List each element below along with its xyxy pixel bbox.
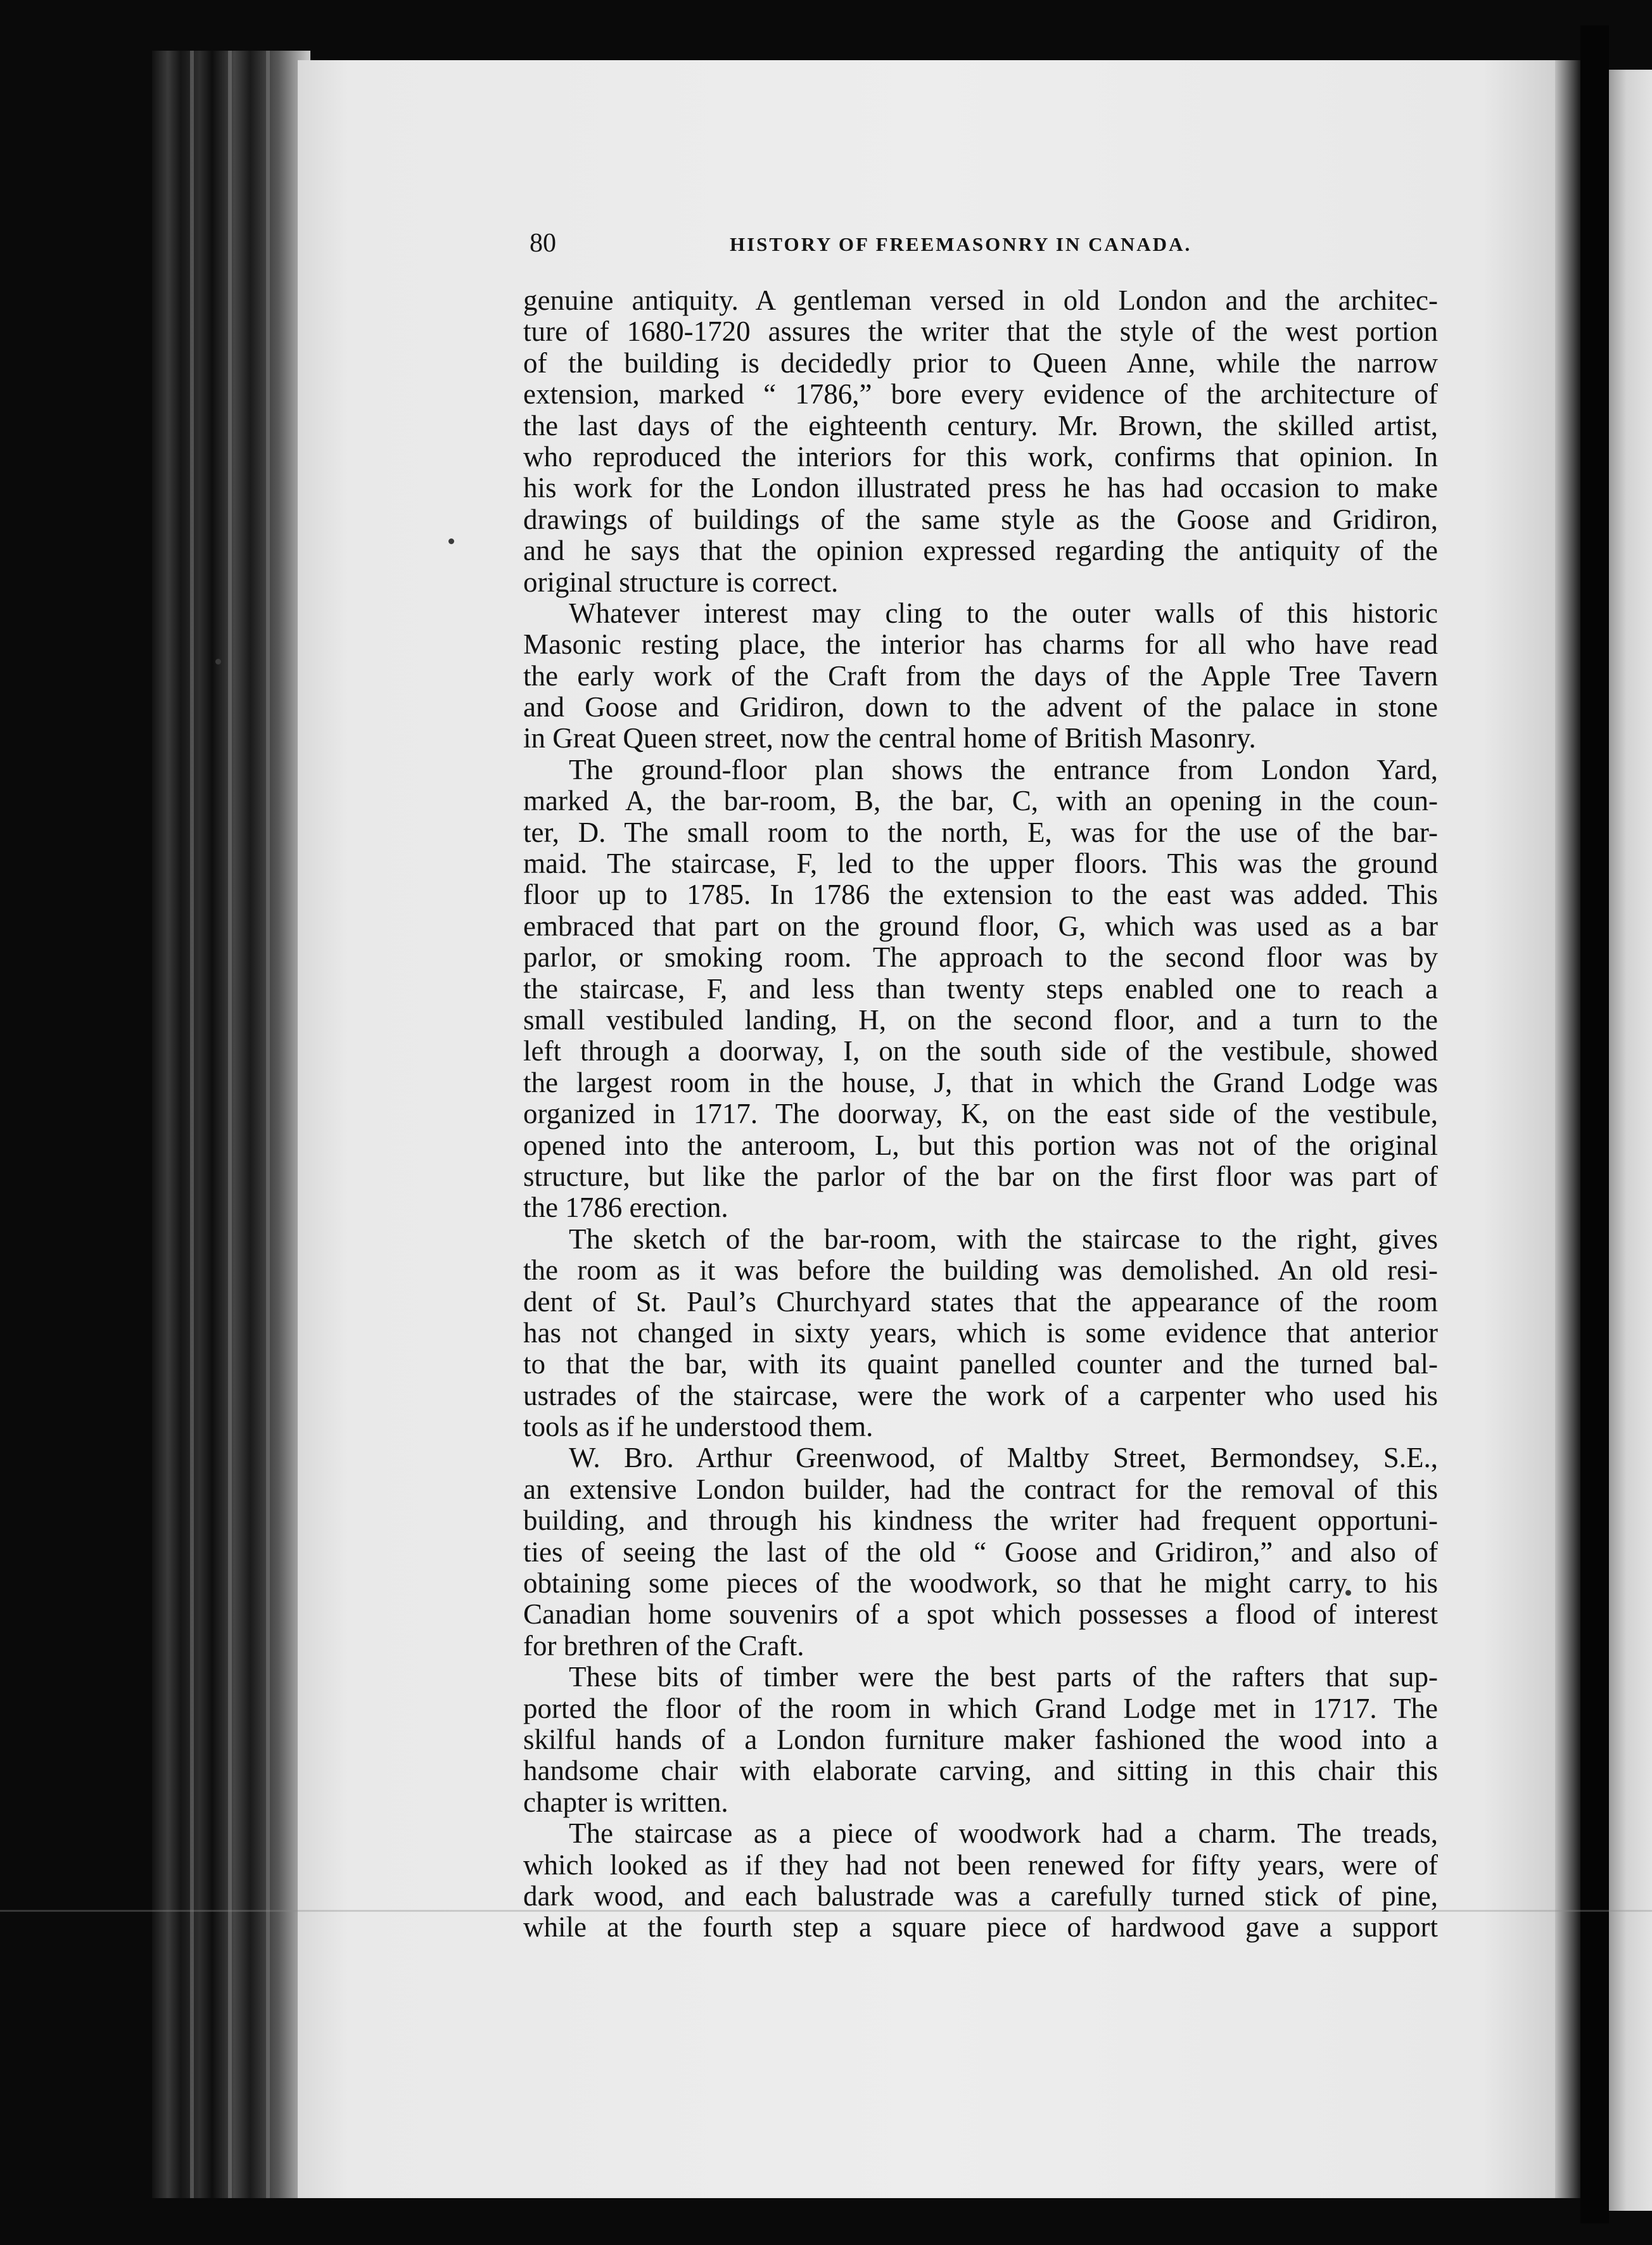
page-gutter-shadow	[1555, 60, 1580, 2198]
text-line: genuine antiquity. A gentleman versed in old London and the architec-	[523, 284, 1438, 316]
text-line: drawings of buildings of the same style as the Goose and Gridiron,	[523, 503, 1438, 535]
text-line: The ground-floor plan shows the entrance from London Yard,	[569, 753, 1438, 785]
text-line: maid. The staircase, F, led to the upper floors. This was the ground	[523, 848, 1438, 880]
text-line: Masonic resting place, the interior has charms for all who have read	[523, 628, 1438, 661]
text-line: while at the fourth step a square piece of hardwood gave a support	[523, 1911, 1438, 1943]
text-line: ties of seeing the last of the old “ Goose and Gridiron,” and also of	[523, 1536, 1438, 1568]
text-line: The sketch of the bar-room, with the staircase to the right, gives	[569, 1223, 1438, 1255]
spine-stripe	[190, 51, 194, 2198]
text-line: skilful hands of a London furniture maker fashioned the wood into a	[523, 1723, 1438, 1755]
text-line: ter, D. The small room to the north, E, was for the use of the bar-	[523, 816, 1438, 848]
text-line: ture of 1680-1720 assures the writer that the style of the west portion	[523, 315, 1438, 348]
text-line: tools as if he understood them.	[523, 1411, 874, 1443]
dust-speck	[215, 659, 221, 665]
text-line: Whatever interest may cling to the outer walls of this historic	[569, 597, 1438, 629]
text-line: extension, marked “ 1786,” bore every evidence of the architecture of	[523, 378, 1438, 410]
text-line: who reproduced the interiors for this work, confirms that opinion. In	[523, 440, 1438, 473]
text-line: the 1786 erection.	[523, 1192, 728, 1224]
text-line: ustrades of the staircase, were the work of a carpenter who used his	[523, 1379, 1438, 1411]
body-text	[523, 285, 1438, 1943]
spine-stripe	[228, 51, 232, 2198]
text-line: left through a doorway, I, on the south side of the vestibule, showed	[523, 1035, 1438, 1067]
text-line: embraced that part on the ground floor, G, which was used as a bar	[523, 910, 1438, 942]
text-line: and he says that the opinion expressed regarding the antiquity of the	[523, 535, 1438, 567]
text-line: These bits of timber were the best parts of the rafters that sup-	[569, 1661, 1438, 1693]
text-line: structure, but like the parlor of the bar on the first floor was part of	[523, 1160, 1438, 1192]
text-line: his work for the London illustrated press he has had occasion to make	[523, 472, 1438, 504]
text-line: an extensive London builder, had the contract for the removal of this	[523, 1473, 1438, 1505]
text-line: floor up to 1785. In 1786 the extension to the east was added. This	[523, 879, 1438, 911]
dust-speck	[448, 538, 454, 544]
text-line: the last days of the eighteenth century. Mr. Brown, the skilled artist,	[523, 409, 1438, 442]
text-line: The staircase as a piece of woodwork had a charm. The treads,	[569, 1817, 1438, 1850]
text-line: organized in 1717. The doorway, K, on the east side of the vestibule,	[523, 1098, 1438, 1130]
text-line: which looked as if they had not been renewed for fifty years, were of	[523, 1848, 1438, 1881]
text-line: has not changed in sixty years, which is some evidence that anterior	[523, 1316, 1438, 1349]
page-header	[530, 228, 1267, 266]
text-line: the room as it was before the building was demolished. An old resi-	[523, 1254, 1438, 1287]
text-line: the largest room in the house, J, that in which the Grand Lodge was	[523, 1066, 1438, 1098]
page-gap	[1580, 25, 1609, 2223]
text-line: original structure is correct.	[523, 566, 839, 598]
text-line: and Goose and Gridiron, down to the advent of the palace in stone	[523, 691, 1438, 723]
text-line: parlor, or smoking room. The approach to the second floor was by	[523, 941, 1438, 974]
text-line: in Great Queen street, now the central home of British Masonry.	[523, 722, 1256, 754]
text-line: ported the floor of the room in which Grand Lodge met in 1717. The	[523, 1692, 1438, 1724]
text-line: opened into the anteroom, L, but this portion was not of the original	[523, 1129, 1438, 1161]
text-line: the staircase, F, and less than twenty steps enabled one to reach a	[523, 972, 1438, 1005]
text-line: obtaining some pieces of the woodwork, so that he might carry to his	[523, 1567, 1438, 1599]
text-line: of the building is decidedly prior to Queen Anne, while the narrow	[523, 347, 1438, 379]
text-line: W. Bro. Arthur Greenwood, of Maltby Street, Bermondsey, S.E.,	[569, 1442, 1438, 1474]
text-line: the early work of the Craft from the days of the Apple Tree Tavern	[523, 659, 1438, 692]
spine-stripe	[266, 51, 270, 2198]
text-line: small vestibuled landing, H, on the second floor, and a turn to the	[523, 1003, 1438, 1036]
text-line: chapter is written.	[523, 1786, 728, 1818]
text-line: dark wood, and each balustrade was a carefully turned stick of pine,	[523, 1879, 1438, 1912]
text-line: to that the bar, with its quaint panelled counter and the turned bal-	[523, 1348, 1438, 1380]
text-line: building, and through his kindness the writer had frequent opportuni-	[523, 1504, 1438, 1537]
text-line: for brethren of the Craft.	[523, 1629, 804, 1662]
text-line: Canadian home souvenirs of a spot which possesses a flood of interest	[523, 1598, 1438, 1631]
text-line: marked A, the bar-room, B, the bar, C, with an opening in the coun-	[523, 785, 1438, 817]
adjacent-page-edge	[1609, 70, 1652, 2211]
text-line: dent of St. Paul’s Churchyard states that the appearance of the room	[523, 1285, 1438, 1318]
text-line: handsome chair with elaborate carving, and sitting in this chair this	[523, 1755, 1438, 1787]
running-head: HISTORY OF FREEMASONRY IN CANADA.	[730, 233, 1192, 255]
page-number: 80	[530, 229, 556, 258]
